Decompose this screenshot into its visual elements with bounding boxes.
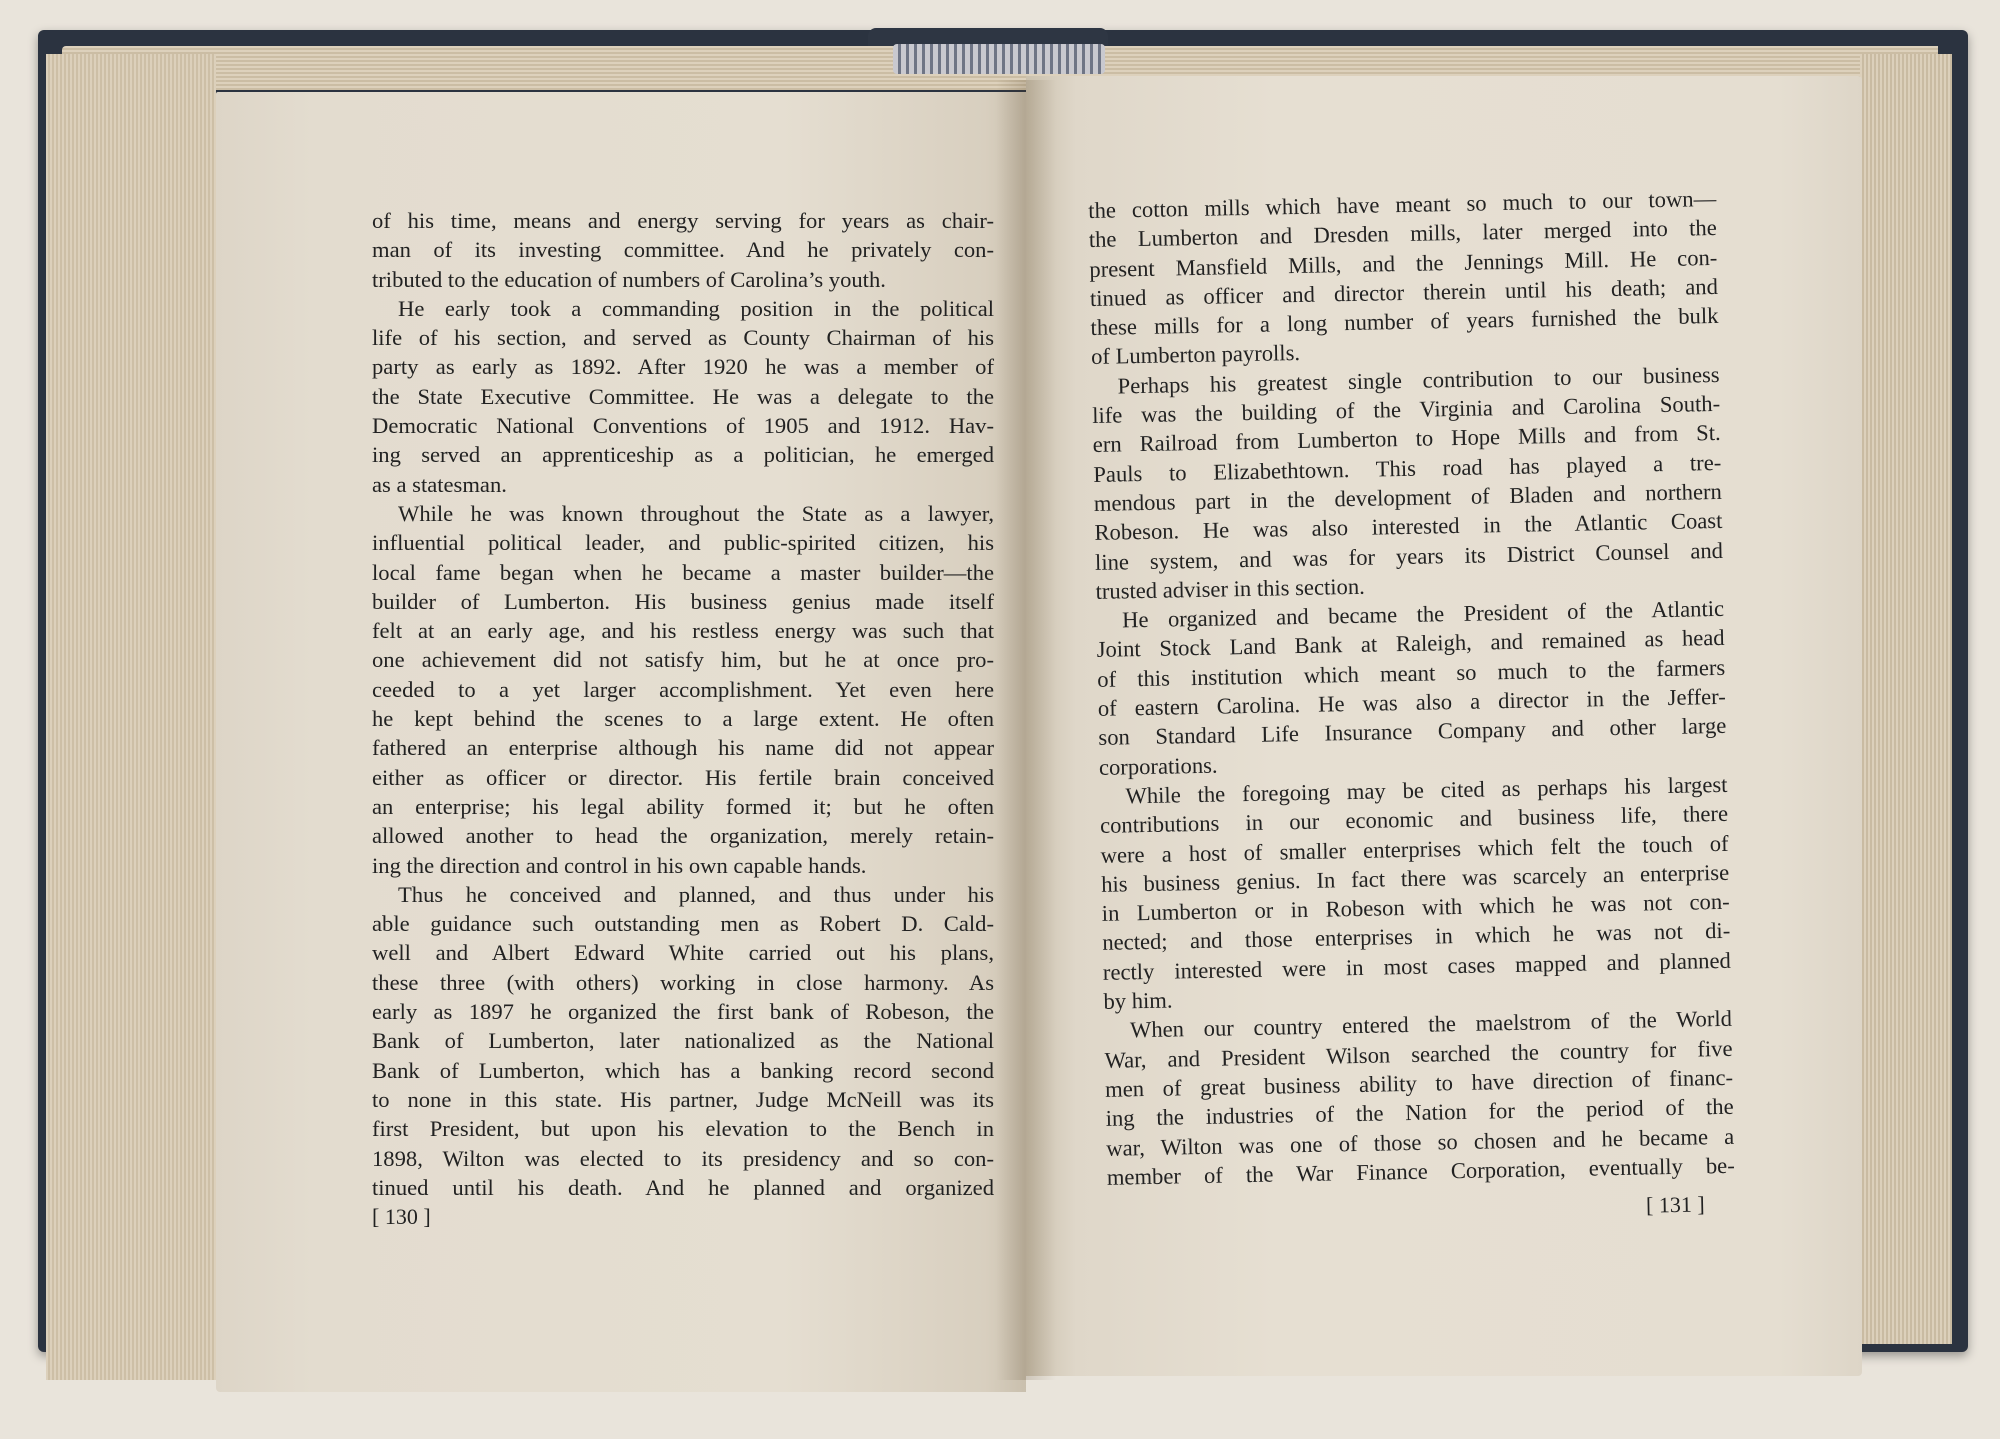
text-line: trusted adviser in this section. <box>1095 573 1365 604</box>
text-line: the cotton mills which have meant so much to our town— <box>1088 185 1717 223</box>
text-line: in Lumberton or in Robeson with which he was not con- <box>1101 888 1730 926</box>
text-line: an enterprise; his legal ability formed it; but he often <box>372 793 994 819</box>
text-line: War, and President Wilson searched the country for five <box>1104 1035 1733 1073</box>
text-line: ing the direction and control in his own capable hands. <box>372 852 867 878</box>
text-line: Bank of Lumberton, which has a banking record second <box>372 1057 994 1083</box>
text-line: Robeson. He was also interested in the Atlantic Coast <box>1094 508 1723 546</box>
text-line: men of great business ability to have direction of financ- <box>1104 1064 1734 1102</box>
left-page-text <box>372 206 994 1202</box>
text-line: these three (with others) working in close harmony. As <box>372 969 994 995</box>
text-line: man of its investing committee. And he privately con- <box>372 237 994 263</box>
text-line: well and Albert Edward White carried out his plans, <box>372 940 994 966</box>
text-line: Pauls to Elizabethtown. This road has played a tre- <box>1093 449 1722 487</box>
text-line: life of his section, and served as County Chairman of his <box>372 325 994 351</box>
page-number-left: [ 130 ] <box>372 1204 431 1229</box>
text-line: were a host of smaller enterprises which felt the touch of <box>1100 830 1729 868</box>
text-line: mendous part in the development of Bladen and northern <box>1093 478 1723 516</box>
text-line: ing served an apprenticeship as a politician, he emerged <box>372 442 994 468</box>
text-line: by him. <box>1103 987 1173 1014</box>
text-line: as a statesman. <box>372 471 507 497</box>
text-line: nected; and those enterprises in which he was not di- <box>1102 918 1731 956</box>
text-line: member of the War Finance Corporation, eventually be- <box>1106 1152 1735 1190</box>
text-line: these mills for a long number of years furnished the bulk <box>1090 303 1719 341</box>
text-line: of Lumberton payrolls. <box>1090 340 1301 370</box>
text-line: present Mansfield Mills, and the Jennings Mill. He con- <box>1089 244 1718 282</box>
page-edges-right <box>1860 54 1952 1344</box>
text-line: While the foregoing may be cited as perhaps his largest <box>1125 771 1728 809</box>
text-line: local fame began when he became a master builder—the <box>372 559 994 585</box>
text-line: his business genius. In fact there was scarcely an enterprise <box>1100 859 1730 897</box>
text-line: the State Executive Committee. He was a delegate to the <box>372 383 994 409</box>
text-line: ing the industries of the Nation for the period of the <box>1105 1093 1734 1132</box>
right-page-text <box>1088 184 1735 1192</box>
text-line: He early took a commanding position in the political <box>398 295 994 321</box>
text-line: corporations. <box>1098 752 1218 780</box>
text-line: of his time, means and energy serving for years as chair- <box>372 208 994 233</box>
text-line: He organized and became the President of the Atlantic <box>1121 596 1725 633</box>
text-line: son Standard Life Insurance Company and other large <box>1098 713 1727 751</box>
text-line: ern Railroad from Lumberton to Hope Mills and from St. <box>1092 420 1721 458</box>
text-line: Perhaps his greatest single contribution to our business <box>1117 361 1720 399</box>
text-line: early as 1897 he organized the first bank of Robeson, the <box>372 999 994 1025</box>
text-line: first President, but upon his elevation to the Bench in <box>372 1116 994 1142</box>
text-line: Joint Stock Land Bank at Raleigh, and remained as head <box>1096 625 1725 663</box>
text-line: tinued until his death. And he planned and organized <box>372 1174 994 1200</box>
text-line: When our country entered the maelstrom of the World <box>1129 1006 1733 1043</box>
gutter-shadow <box>996 80 1056 1380</box>
text-line: felt at an early age, and his restless energy was such that <box>372 618 994 644</box>
text-line: While he was known throughout the State as a lawyer, <box>398 500 994 526</box>
text-line: line system, and was for years its District Counsel and <box>1094 537 1724 575</box>
text-line: rectly interested were in most cases mapped and planned <box>1102 947 1732 985</box>
text-line: life was the building of the Virginia and Carolina South- <box>1091 390 1721 429</box>
text-line: of this institution which meant so much to the farmers <box>1097 654 1726 692</box>
text-line: influential political leader, and public-spirited citizen, his <box>372 530 994 556</box>
text-line: he kept behind the scenes to a large extent. He often <box>372 706 994 732</box>
text-line: one achievement did not satisfy him, but he at once pro- <box>372 647 994 673</box>
page-number-right: [ 131 ] <box>1645 1191 1705 1218</box>
text-line: builder of Lumberton. His business genius made itself <box>372 588 994 614</box>
text-line: to none in this state. His partner, Judge McNeill was its <box>372 1086 994 1112</box>
text-line: party as early as 1892. After 1920 he was a member of <box>372 354 994 380</box>
headband <box>893 44 1105 74</box>
text-line: contributions in our economic and business life, there <box>1099 801 1729 839</box>
page-edges-left <box>46 54 216 1380</box>
text-line: of eastern Carolina. He was also a director in the Jeffer- <box>1097 683 1726 721</box>
text-line: ceeded to a yet larger accomplishment. Yet even here <box>372 676 994 702</box>
text-line: Democratic National Conventions of 1905 and 1912. Hav- <box>372 413 994 439</box>
text-line: tinued as officer and director therein until his death; and <box>1089 273 1719 311</box>
text-line: war, Wilton was one of those so chosen and he became a <box>1106 1123 1735 1161</box>
text-line: fathered an enterprise although his name did not appear <box>372 735 994 761</box>
text-line: allowed another to head the organization, merely retain- <box>372 823 994 849</box>
text-line: tributed to the education of numbers of Carolina’s youth. <box>372 266 886 292</box>
text-line: Bank of Lumberton, later nationalized as the National <box>372 1028 994 1054</box>
text-line: Thus he conceived and planned, and thus under his <box>398 881 994 907</box>
text-line: the Lumberton and Dresden mills, later merged into the <box>1088 215 1717 253</box>
text-line: able guidance such outstanding men as Robert D. Cald- <box>372 911 994 937</box>
text-line: either as officer or director. His fertile brain conceived <box>372 764 994 790</box>
text-line: 1898, Wilton was elected to its presidency and so con- <box>372 1145 994 1171</box>
